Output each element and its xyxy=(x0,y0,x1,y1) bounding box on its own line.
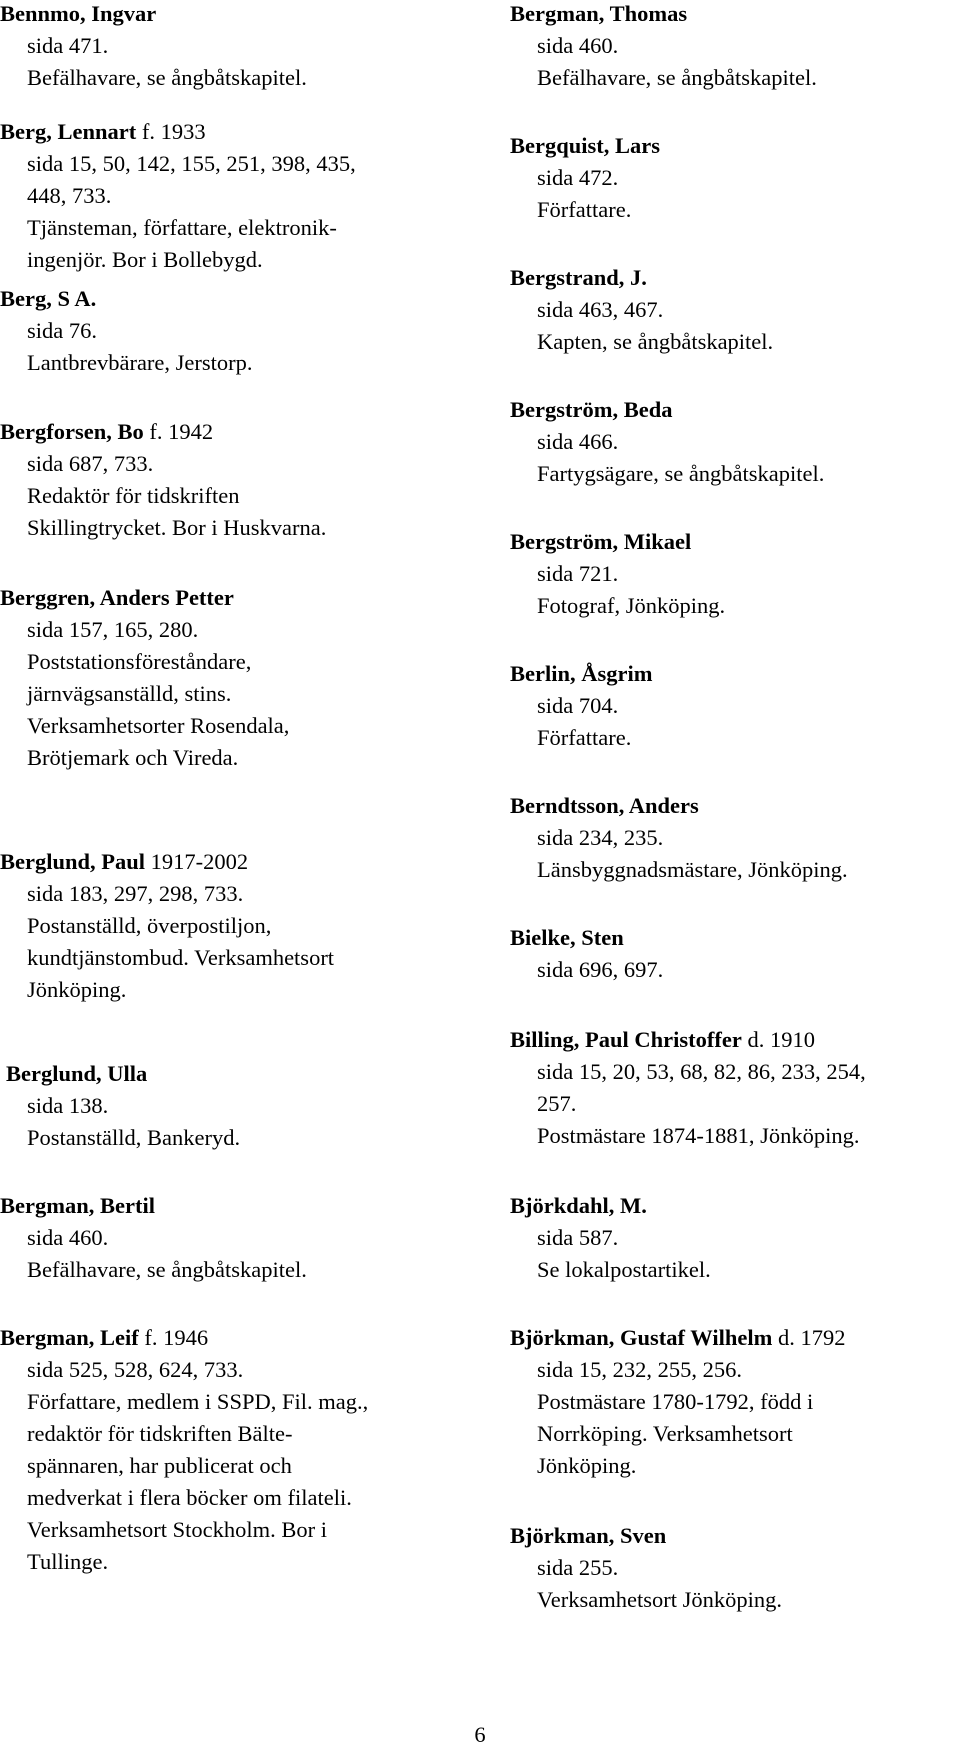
entry-line: sida 721. xyxy=(537,561,619,586)
entry-line: sida 15, 50, 142, 155, 251, 398, 435, xyxy=(27,151,356,176)
index-entry xyxy=(510,790,848,886)
entry-line: järnvägsanställd, stins. xyxy=(27,681,232,706)
entry-line: Verksamhetsort Jönköping. xyxy=(537,1587,782,1612)
entry-line: Fotograf, Jönköping. xyxy=(537,593,726,618)
entry-name: Berglund, Paul xyxy=(0,849,146,874)
entry-line: Tullinge. xyxy=(27,1549,109,1574)
entry-name: Björkman, Gustaf Wilhelm xyxy=(510,1325,773,1350)
entry-suffix: d. 1792 xyxy=(772,1325,846,1350)
entry-name: Bergman, Thomas xyxy=(510,1,688,26)
index-entry xyxy=(510,130,660,226)
entry-name: Bergström, Beda xyxy=(510,397,673,422)
index-entry xyxy=(0,846,334,1006)
entry-line: Jönköping. xyxy=(537,1453,637,1478)
index-entry xyxy=(0,283,253,379)
entry-line: sida 696, 697. xyxy=(537,957,664,982)
entry-name: Berg, S A. xyxy=(0,286,97,311)
entry-name: Berglund, Ulla xyxy=(6,1061,148,1086)
entry-line: Norrköping. Verksamhetsort xyxy=(537,1421,793,1446)
index-entry xyxy=(0,416,326,544)
index-entry xyxy=(510,0,817,94)
entry-line: sida 157, 165, 280. xyxy=(27,617,199,642)
entry-line: Författare, medlem i SSPD, Fil. mag., xyxy=(27,1389,369,1414)
index-entry xyxy=(510,1322,845,1482)
entry-line: sida 255. xyxy=(537,1555,619,1580)
entry-suffix: f. 1933 xyxy=(136,119,206,144)
entry-line: sida 587. xyxy=(537,1225,619,1250)
index-entry xyxy=(0,0,307,94)
entry-name: Berggren, Anders Petter xyxy=(0,585,234,610)
entry-line: Jönköping. xyxy=(27,977,127,1002)
entry-name: Berndtsson, Anders xyxy=(510,793,699,818)
entry-line: sida 463, 467. xyxy=(537,297,664,322)
entry-line: Postmästare 1874-1881, Jönköping. xyxy=(537,1123,860,1148)
entry-line: sida 15, 232, 255, 256. xyxy=(537,1357,742,1382)
entry-line: 257. xyxy=(537,1091,577,1116)
entry-line: Postanställd, överpostiljon, xyxy=(27,913,272,938)
entry-line: Verksamhetsort Stockholm. Bor i xyxy=(27,1517,327,1542)
entry-line: sida 687, 733. xyxy=(27,451,154,476)
entry-line: sida 460. xyxy=(537,33,619,58)
entry-line: Författare. xyxy=(537,197,632,222)
entry-name: Billing, Paul Christoffer xyxy=(510,1027,742,1052)
entry-name: Bergman, Bertil xyxy=(0,1193,155,1218)
index-entry xyxy=(510,526,725,622)
index-entry xyxy=(510,1520,782,1616)
entry-line: Tjänsteman, författare, elektronik- xyxy=(27,215,337,240)
entry-line: sida 525, 528, 624, 733. xyxy=(27,1357,244,1382)
entry-line: Redaktör för tidskriften xyxy=(27,483,240,508)
entry-line: Se lokalpostartikel. xyxy=(537,1257,711,1282)
entry-line: Befälhavare, se ångbåtskapitel. xyxy=(537,65,817,90)
entry-line: Verksamhetsorter Rosendala, xyxy=(27,713,290,738)
entry-name: Björkdahl, M. xyxy=(510,1193,647,1218)
entry-name: Bergman, Leif xyxy=(0,1325,139,1350)
entry-name: Berg, Lennart xyxy=(0,119,137,144)
entry-line: Postmästare 1780-1792, född i xyxy=(537,1389,814,1414)
entry-name: Bielke, Sten xyxy=(510,925,624,950)
index-entry xyxy=(510,394,824,490)
index-entry xyxy=(0,1190,307,1286)
entry-line: sida 183, 297, 298, 733. xyxy=(27,881,244,906)
entry-line: sida 471. xyxy=(27,33,109,58)
entry-line: Lantbrevbärare, Jerstorp. xyxy=(27,350,253,375)
entry-suffix: f. 1946 xyxy=(138,1325,209,1350)
entry-line: medverkat i flera böcker om filateli. xyxy=(27,1485,352,1510)
entry-line: spännaren, har publicerat och xyxy=(27,1453,292,1478)
entry-line: sida 234, 235. xyxy=(537,825,664,850)
index-entry xyxy=(510,262,773,358)
entry-name: Berlin, Åsgrim xyxy=(510,661,653,686)
entry-line: sida 76. xyxy=(27,318,97,343)
page-number: 6 xyxy=(474,1722,486,1747)
entry-line: sida 15, 20, 53, 68, 82, 86, 233, 254, xyxy=(537,1059,866,1084)
index-entry xyxy=(510,1190,711,1286)
entry-line: ingenjör. Bor i Bollebygd. xyxy=(27,247,263,272)
entry-line: sida 472. xyxy=(537,165,619,190)
entry-name: Bergstrand, J. xyxy=(510,265,647,290)
index-entry xyxy=(0,116,356,276)
entry-name: Björkman, Sven xyxy=(510,1523,667,1548)
entry-line: Kapten, se ångbåtskapitel. xyxy=(537,329,774,354)
entry-line: Befälhavare, se ångbåtskapitel. xyxy=(27,1257,307,1282)
entry-line: Postanställd, Bankeryd. xyxy=(27,1125,241,1150)
entry-line: kundtjänstombud. Verksamhetsort xyxy=(27,945,335,970)
entry-line: Länsbyggnadsmästare, Jönköping. xyxy=(537,857,848,882)
index-entry xyxy=(0,582,289,774)
entry-line: sida 466. xyxy=(537,429,619,454)
index-entry xyxy=(0,1322,368,1578)
entry-line: redaktör för tidskriften Bälte- xyxy=(27,1421,293,1446)
entry-line: Skillingtrycket. Bor i Huskvarna. xyxy=(27,515,327,540)
entry-line: Fartygsägare, se ångbåtskapitel. xyxy=(537,461,825,486)
index-entry xyxy=(510,1024,866,1152)
entry-line: sida 138. xyxy=(27,1093,109,1118)
entry-line: sida 460. xyxy=(27,1225,109,1250)
entry-suffix: f. 1942 xyxy=(143,419,214,444)
entry-line: Poststationsföreståndare, xyxy=(27,649,252,674)
entry-name: Bergström, Mikael xyxy=(510,529,692,554)
entry-suffix: d. 1910 xyxy=(741,1027,815,1052)
entry-line: Brötjemark och Vireda. xyxy=(27,745,239,770)
entry-line: 448, 733. xyxy=(27,183,112,208)
index-entry xyxy=(510,922,663,986)
entry-suffix: 1917-2002 xyxy=(145,849,249,874)
index-entry xyxy=(510,658,652,754)
entry-line: sida 704. xyxy=(537,693,619,718)
entry-name: Bergquist, Lars xyxy=(510,133,661,158)
entry-line: Befälhavare, se ångbåtskapitel. xyxy=(27,65,307,90)
entry-name: Bergforsen, Bo xyxy=(0,419,144,444)
entry-name: Bennmo, Ingvar xyxy=(0,1,157,26)
entry-line: Författare. xyxy=(537,725,632,750)
index-entry xyxy=(6,1058,240,1154)
